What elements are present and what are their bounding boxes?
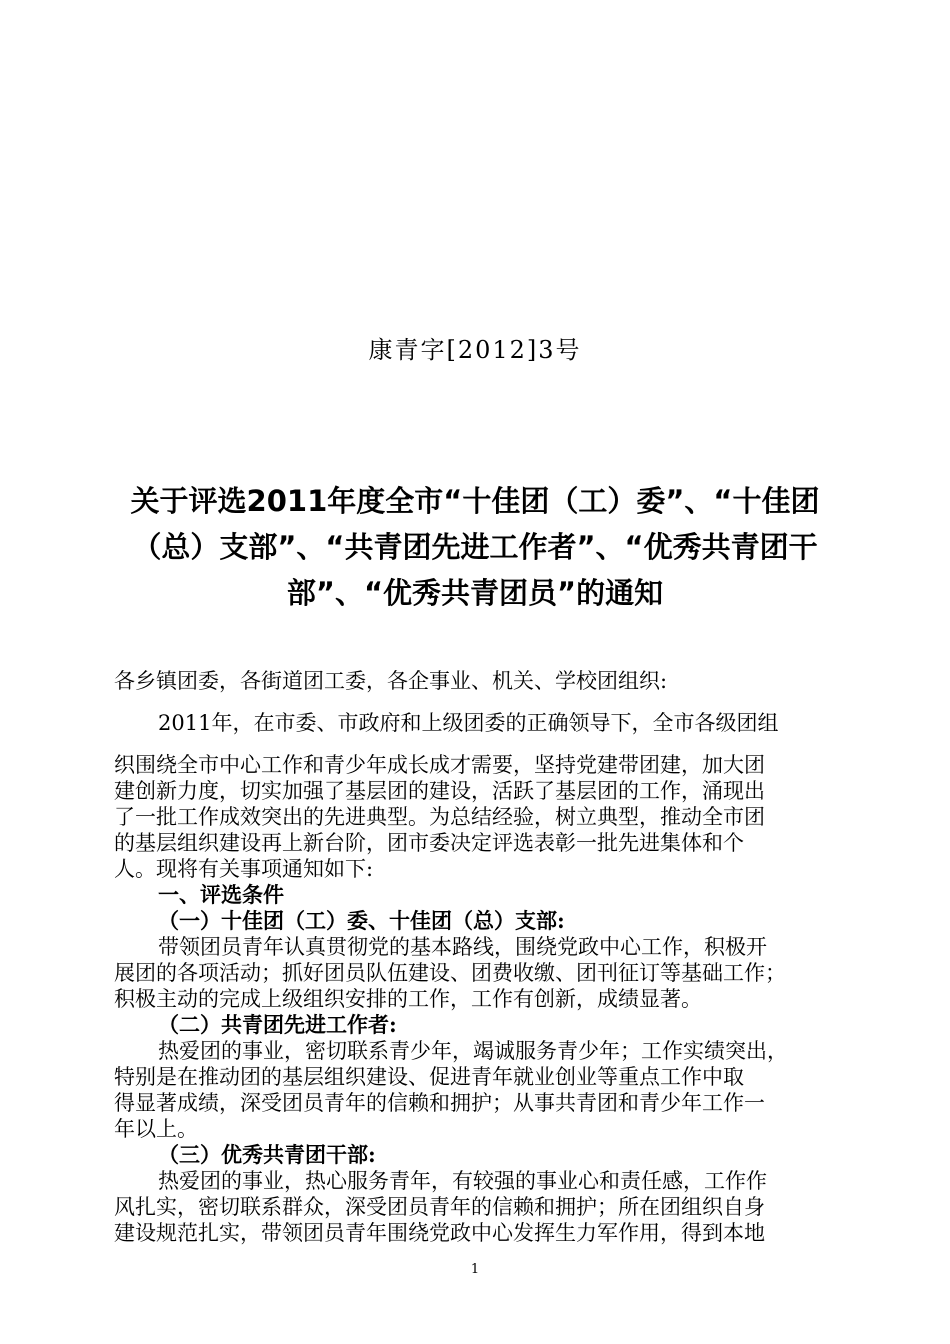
paragraph-line: 建设规范扎实，带领团员青年围绕党政中心发挥生力军作用，得到本地 bbox=[114, 1221, 765, 1245]
paragraph-line: 得显著成绩，深受团员青年的信赖和拥护；从事共青团和青少年工作一 bbox=[114, 1091, 765, 1115]
paragraph-line: 展团的各项活动；抓好团员队伍建设、团费收缴、团刊征订等基础工作； bbox=[114, 961, 786, 985]
paragraph-line: 了一批工作成效突出的先进典型。为总结经验，树立典型，推动全市团 bbox=[114, 805, 765, 829]
paragraph-line: 热爱团的事业，热心服务青年，有较强的事业心和责任感，工作作 bbox=[158, 1169, 767, 1193]
document-title bbox=[110, 478, 840, 616]
title-line: 关于评选2011年度全市“十佳团（工）委”、“十佳团 bbox=[130, 484, 820, 518]
paragraph-line: 的基层组织建设再上新台阶，团市委决定评选表彰一批先进集体和个 bbox=[114, 831, 744, 855]
paragraph-line: 建创新力度，切实加强了基层团的建设，活跃了基层团的工作，涌现出 bbox=[114, 779, 765, 803]
document-number: 康青字[2012]3号 bbox=[368, 336, 582, 364]
paragraph-line: 人。现将有关事项通知如下: bbox=[114, 857, 374, 881]
paragraph-line: 热爱团的事业，密切联系青少年，竭诚服务青少年；工作实绩突出， bbox=[158, 1039, 788, 1063]
salutation: 各乡镇团委，各街道团工委，各企事业、机关、学校团组织: bbox=[114, 669, 668, 693]
subsection-heading: （一）十佳团（工）委、十佳团（总）支部: bbox=[158, 908, 565, 933]
title-line: （总）支部”、“共青团先进工作者”、“优秀共青团干 bbox=[132, 530, 818, 564]
paragraph-line: 积极主动的完成上级组织安排的工作，工作有创新，成绩显著。 bbox=[114, 987, 702, 1011]
paragraph-line: 风扎实，密切联系群众，深受团员青年的信赖和拥护；所在团组织自身 bbox=[114, 1195, 765, 1219]
paragraph-line: 织围绕全市中心工作和青少年成长成才需要，坚持党建带团建，加大团 bbox=[114, 753, 765, 777]
title-line: 部”、“优秀共青团员”的通知 bbox=[286, 576, 664, 610]
document-body bbox=[114, 668, 844, 1246]
page-number: 1 bbox=[470, 1262, 480, 1277]
subsection-heading: （三）优秀共青团干部: bbox=[158, 1142, 376, 1167]
paragraph-line: 2011年，在市委、市政府和上级团委的正确领导下，全市各级团组 bbox=[158, 711, 779, 735]
section-heading: 一、评选条件 bbox=[158, 882, 284, 907]
paragraph-line: 带领团员青年认真贯彻党的基本路线，围绕党政中心工作，积极开 bbox=[158, 935, 767, 959]
paragraph-line: 年以上。 bbox=[114, 1117, 198, 1141]
paragraph-line: 特别是在推动团的基层组织建设、促进青年就业创业等重点工作中取 bbox=[114, 1065, 744, 1089]
subsection-heading: （二）共青团先进工作者: bbox=[158, 1012, 397, 1037]
